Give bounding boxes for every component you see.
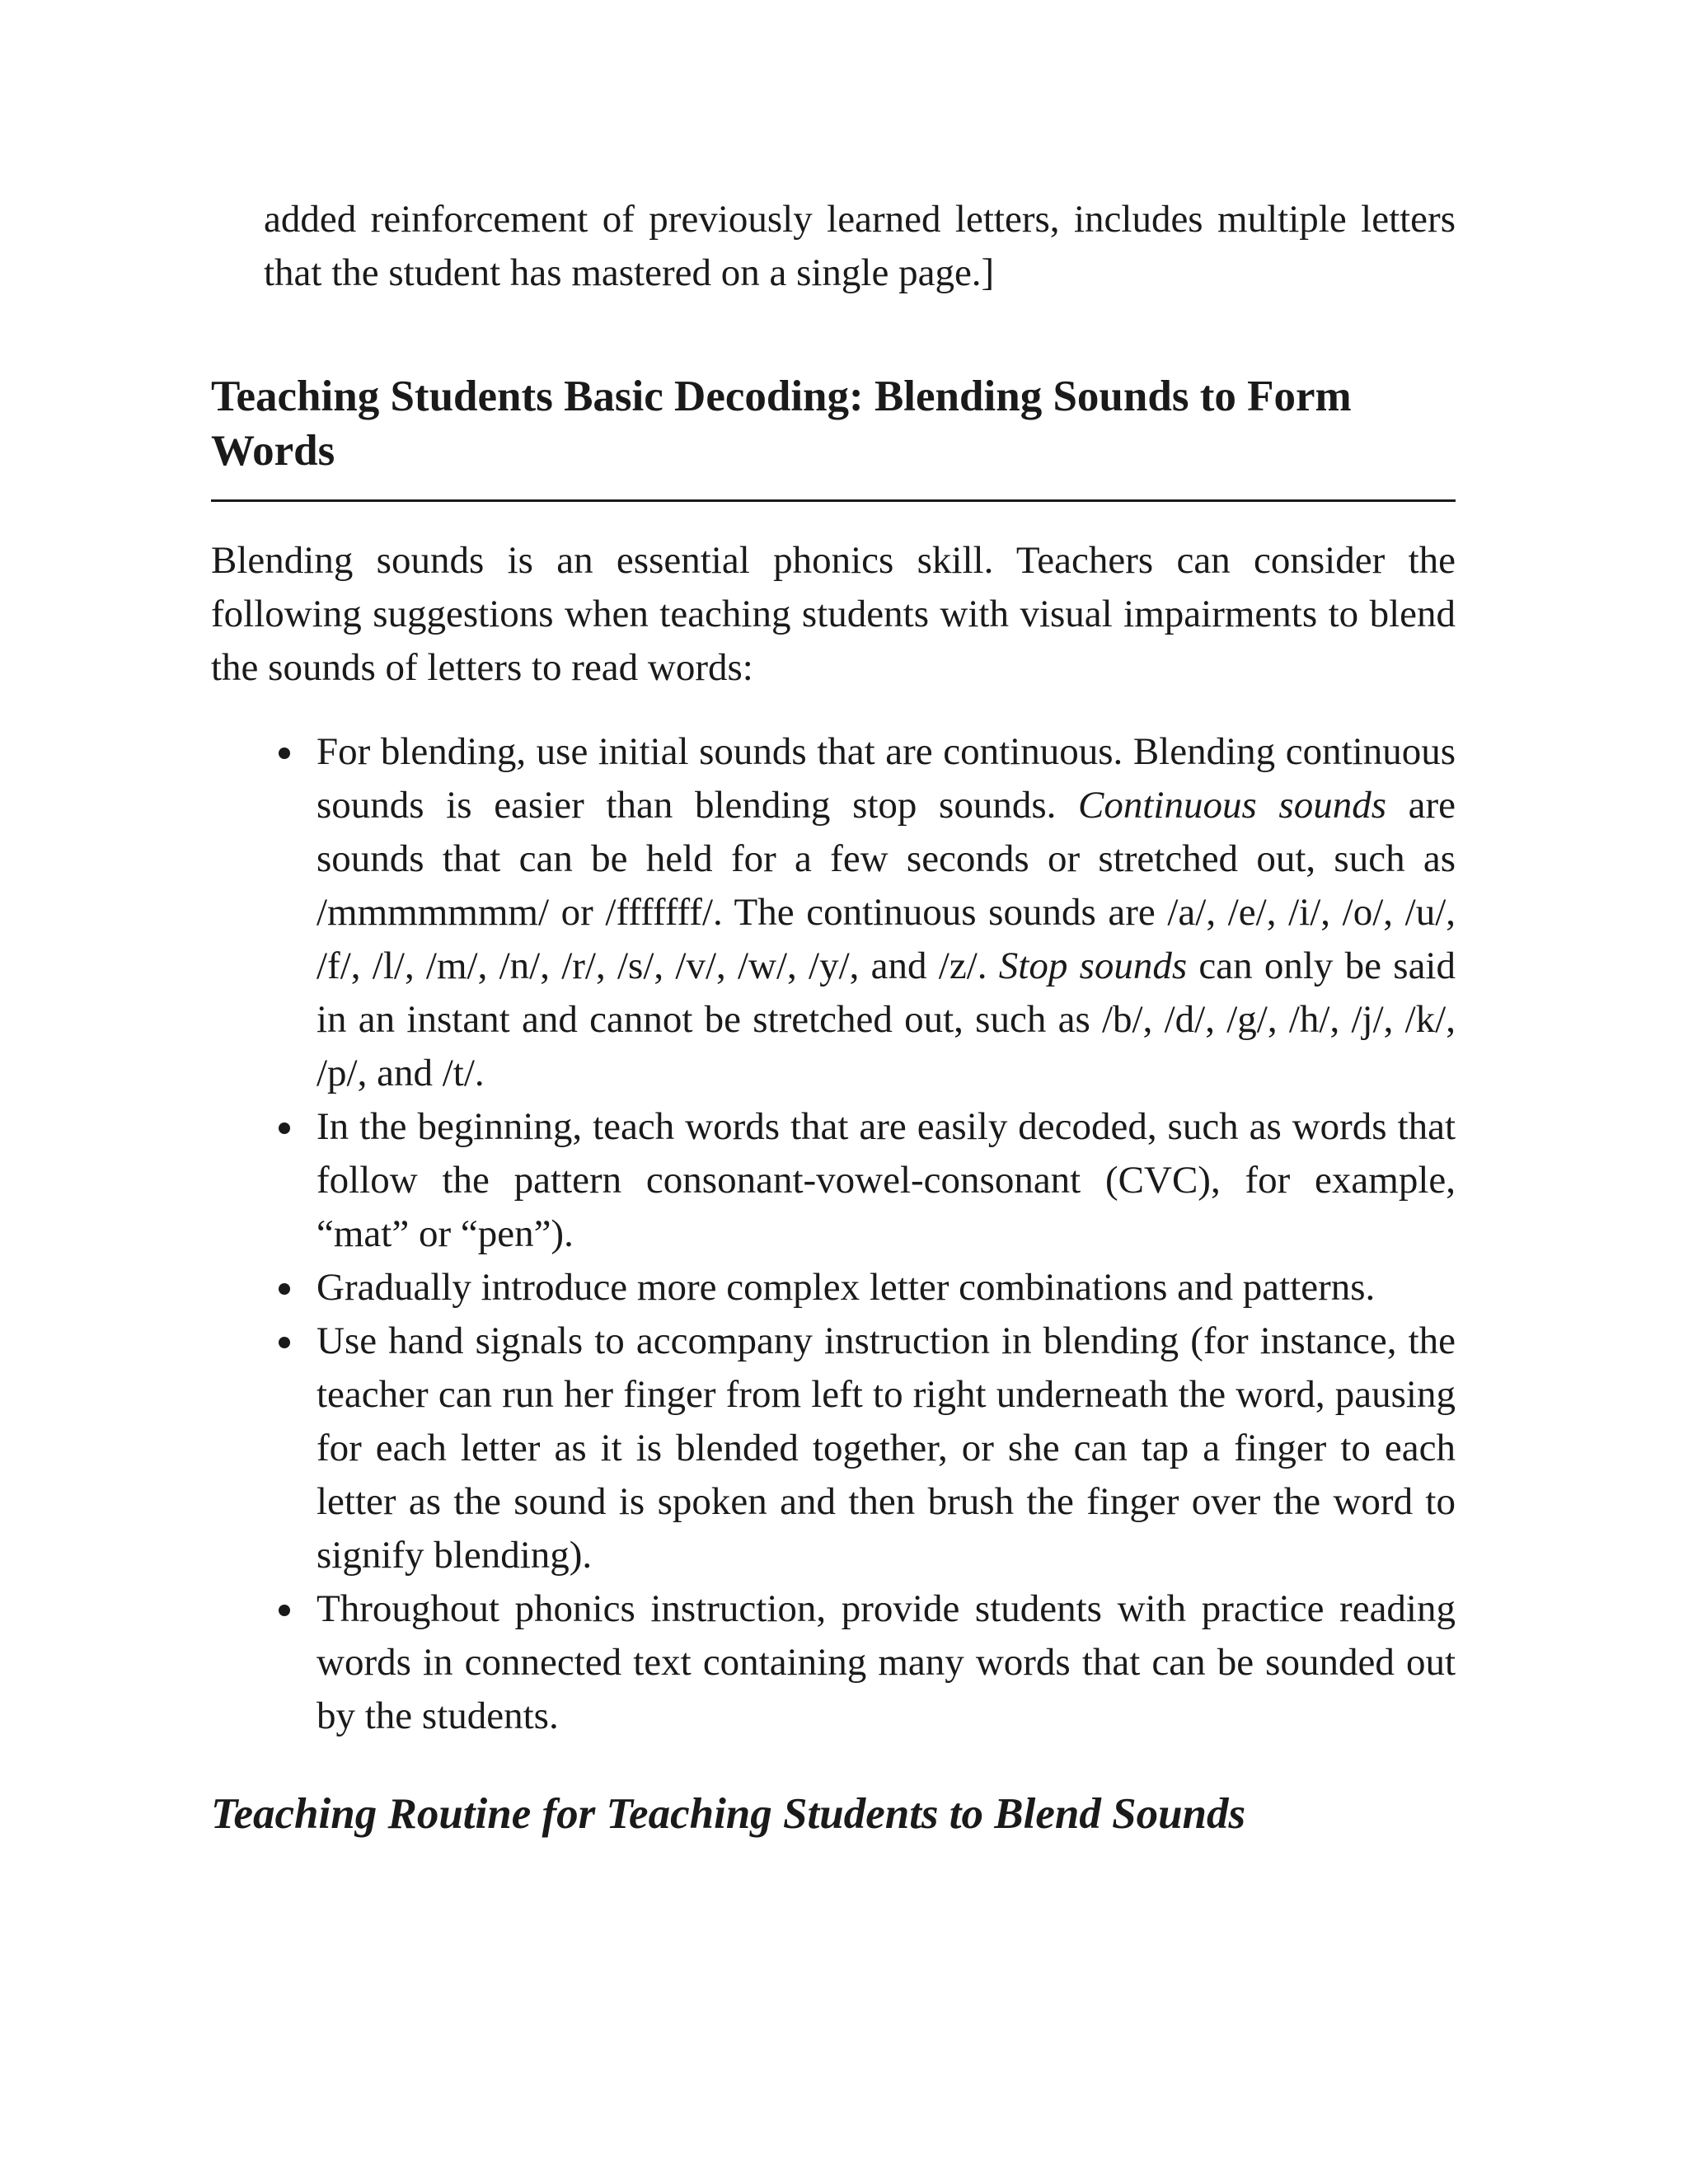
- list-item: [211, 1315, 1456, 1582]
- bullet-icon: [279, 1122, 290, 1134]
- list-item: [211, 725, 1456, 1100]
- list-item-text: For blending, use initial sounds that are continuous. Blending continuous sounds is easier than blending stop sounds.: [316, 730, 1456, 827]
- bullet-icon: [279, 1283, 290, 1295]
- list-item-text: Use hand signals to accompany instruction in blending (for instance, the teacher can run her finger from left to right underneath the word, pausing for each letter as it is blended together, or she can tap a finger to each letter as the sound is spoken and then brush the finger over the word to signify blending).: [316, 1319, 1456, 1577]
- list-item-text: can only be said in an instant and cannot be stretched out, such as /b/, /d/, /g/, /h/, /j/, /k/, /p/, and /t/.: [316, 944, 1456, 1094]
- list-item-text: Gradually introduce more complex letter combinations and patterns.: [316, 1266, 1376, 1309]
- bullet-icon: [279, 748, 290, 759]
- term-continuous-sounds: Continuous sounds: [1078, 784, 1386, 827]
- bullet-icon: [279, 1605, 290, 1616]
- list-item-text: In the beginning, teach words that are easily decoded, such as words that follow the pattern consonant-vowel-consonant (CVC), for example, “mat” or “pen”).: [316, 1105, 1456, 1255]
- continuation-paragraph: added reinforcement of previously learned letters, includes multiple letters that the student has mastered on a single page.]: [264, 198, 1456, 294]
- list-item: [211, 1100, 1456, 1261]
- routine-subheading: Teaching Routine for Teaching Students to Blend Sounds: [211, 1790, 1246, 1838]
- list-item-text: Throughout phonics instruction, provide students with practice reading words in connected text containing many words that can be sounded out by the students.: [316, 1587, 1456, 1737]
- intro-paragraph: Blending sounds is an essential phonics skill. Teachers can consider the following suggestions when teaching students with visual impairments to blend the sounds of letters to read words:: [211, 539, 1456, 689]
- term-stop-sounds: Stop sounds: [998, 944, 1188, 987]
- suggestions-list: [211, 725, 1456, 1743]
- list-item: [211, 1582, 1456, 1743]
- list-item: [211, 1261, 1456, 1315]
- list-item-text: are sounds that can be held for a few seconds or stretched out, such as /mmmmmmm/ or /fffffff/. The continuous sounds are /a/, /e/, /i/, /o/, /u/, /f/, /l/, /m/, /n/, /r/, /s/, /v/, /w/, /y/, and /z/.: [316, 784, 1456, 987]
- bullet-icon: [279, 1337, 290, 1348]
- section-heading: Teaching Students Basic Decoding: Blending Sounds to Form Words: [211, 369, 1456, 502]
